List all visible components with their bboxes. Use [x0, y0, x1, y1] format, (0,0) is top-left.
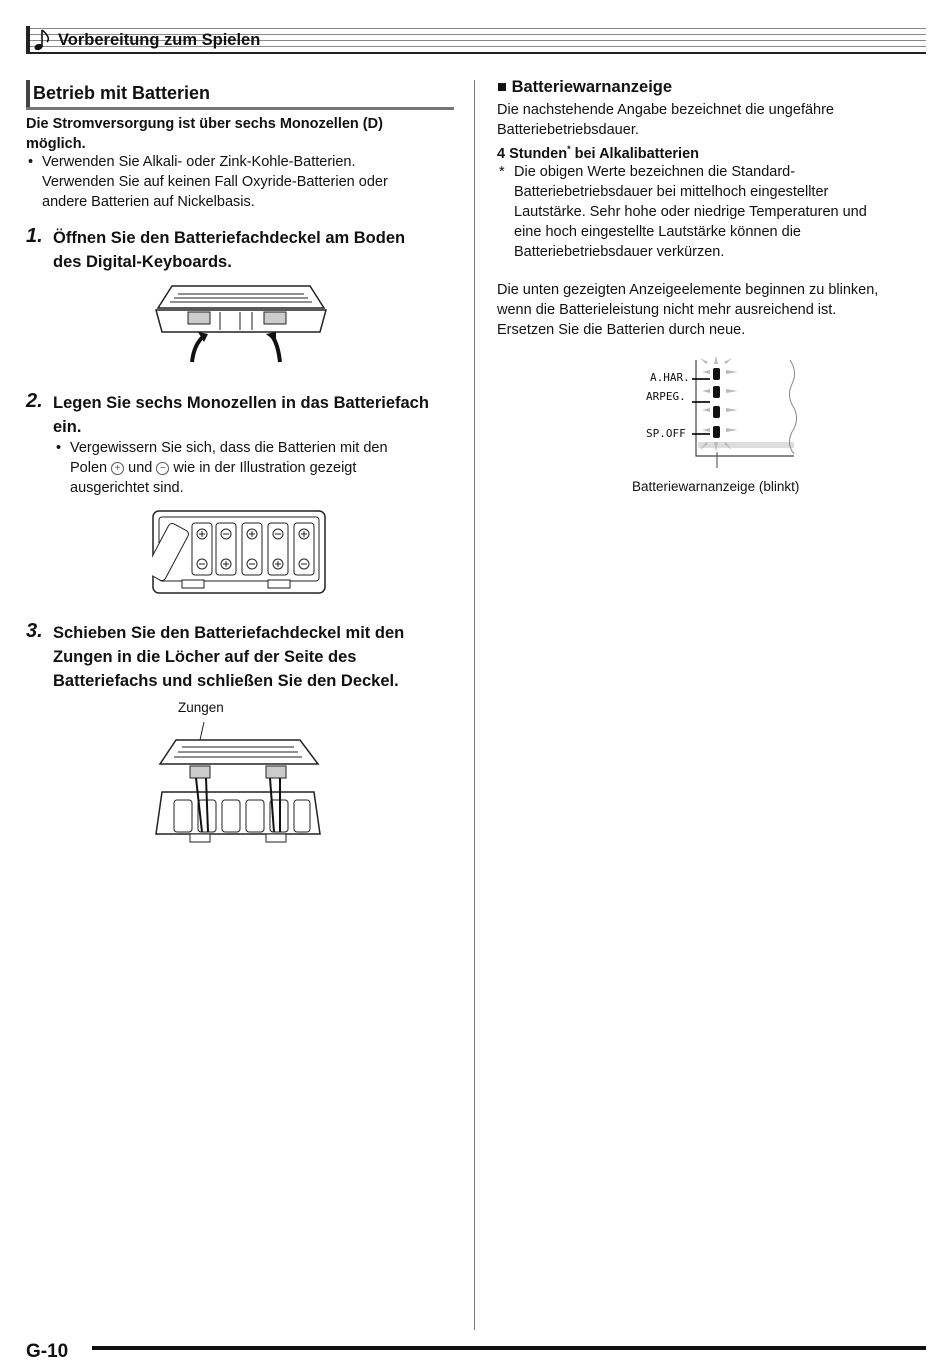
lcd-label-arpeggio: ARPEG.	[646, 390, 686, 403]
step3-line-2: Zungen in die Löcher auf der Seite des	[53, 648, 357, 666]
step1-number: 1.	[26, 225, 43, 247]
plus-pole-icon: +	[111, 462, 124, 475]
hours-suffix: bei Alkalibatterien	[570, 145, 699, 162]
hours-text: 4 Stunden	[497, 145, 568, 162]
note-line-1: Die obigen Werte bezeichnen die Standard-	[514, 164, 796, 180]
step2-bullet-line-1: Vergewissern Sie sich, dass die Batterien mit den	[70, 440, 388, 456]
bullet-marker: •	[28, 154, 34, 170]
warning-heading-text: Batteriewarnanzeige	[511, 78, 673, 96]
polen-text: Polen	[70, 460, 108, 476]
bullet-line-3: andere Batterien auf Nickelbasis.	[42, 194, 255, 210]
note-line-2: Batteriebetriebsdauer bei mittelhoch eingestellter	[514, 184, 829, 200]
page-number: G-10	[26, 1341, 69, 1362]
rest-text: wie in der Illustration gezeigt	[173, 460, 357, 476]
note-line-4: eine hoch eingestellte Lautstärke können die	[514, 224, 801, 240]
warning-heading	[497, 78, 672, 97]
step2-bullet-marker: •	[56, 440, 62, 456]
square-bullet-icon: ■	[497, 78, 507, 96]
lcd-label-aharmony: A.HAR.	[650, 371, 690, 384]
battery-lid-close-illustration	[152, 716, 324, 848]
lcd-label-sp-off: SP.OFF	[646, 427, 686, 440]
step3-line-1: Schieben Sie den Batteriefachdeckel mit den	[53, 624, 405, 642]
step1-line-2: des Digital-Keyboards.	[53, 253, 232, 271]
step1-line-1: Öffnen Sie den Batteriefachdeckel am Boden	[53, 229, 406, 247]
zungen-label: Zungen	[178, 700, 224, 715]
note-line-3: Lautstärke. Sehr hohe oder niedrige Temperaturen und	[514, 204, 867, 220]
battery-lid-open-illustration	[152, 282, 330, 364]
step2-line-2: ein.	[53, 418, 82, 436]
p2-line-1: Die unten gezeigten Anzeigeelemente beginnen zu blinken,	[497, 282, 879, 298]
note-line-5: Batteriebetriebsdauer verkürzen.	[514, 244, 725, 260]
step2-line-1: Legen Sie sechs Monozellen in das Batteriefach	[53, 394, 429, 412]
und-text: und	[128, 460, 153, 476]
section-title: Betrieb mit Batterien	[33, 83, 211, 103]
p1-line-2: Batteriebetriebsdauer.	[497, 122, 639, 138]
step2-number: 2.	[26, 390, 43, 412]
p1-line-1: Die nachstehende Angabe bezeichnet die ungefähre	[497, 102, 834, 118]
minus-pole-icon: −	[156, 462, 169, 475]
intro-bold-line-2: möglich.	[26, 136, 86, 152]
step2-bullet-line-3: ausgerichtet sind.	[70, 480, 184, 496]
p2-line-2: wenn die Batterieleistung nicht mehr ausreichend ist.	[497, 302, 837, 318]
hours-line	[497, 139, 699, 164]
music-note-icon	[32, 27, 52, 53]
column-divider	[474, 80, 475, 1330]
note-asterisk: *	[499, 164, 505, 180]
footer-rule	[92, 1346, 926, 1350]
step2-bullet-line-2	[70, 458, 356, 478]
bullet-line-2: Verwenden Sie auf keinen Fall Oxyride-Batterien oder	[42, 174, 388, 190]
step3-number: 3.	[26, 620, 43, 642]
intro-bold-line-1: Die Stromversorgung ist über sechs Monozellen (D)	[26, 116, 383, 132]
hours-footnote-mark: *	[567, 144, 571, 154]
bullet-line-1: Verwenden Sie Alkali- oder Zink-Kohle-Batterien.	[42, 154, 356, 170]
lcd-caption: Batteriewarnanzeige (blinkt)	[632, 479, 800, 494]
step3-line-3: Batteriefachs und schließen Sie den Deckel.	[53, 672, 399, 690]
header-title: Vorbereitung zum Spielen	[58, 31, 261, 49]
battery-compartment-illustration	[152, 510, 326, 594]
p2-line-3: Ersetzen Sie die Batterien durch neue.	[497, 322, 746, 338]
